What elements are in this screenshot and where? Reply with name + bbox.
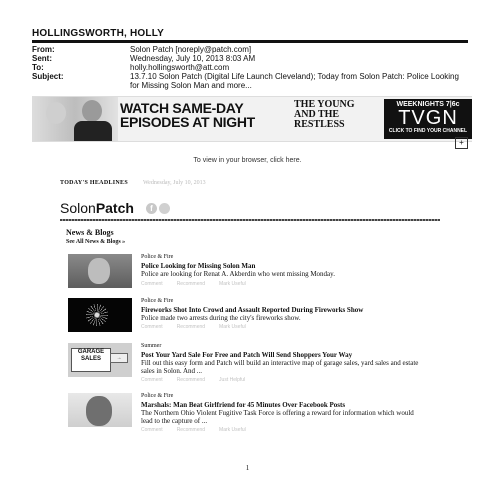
- todays-date: Wednesday, July 10, 2013: [143, 180, 206, 186]
- article-category[interactable]: Police & Fire: [141, 393, 174, 399]
- ad-schedule: WEEKNIGHTS 7|6c: [396, 101, 460, 108]
- from-label: From:: [32, 45, 55, 54]
- article-summary: Fill out this easy form and Patch will build an interactive map of garage sales, yard sales and estate sales in Solon. And ...: [141, 359, 419, 375]
- see-all-link[interactable]: See All News & Blogs »: [66, 239, 126, 245]
- facebook-icon[interactable]: f: [146, 203, 157, 214]
- article-actions: [141, 281, 260, 287]
- mailbox-owner: HOLLINGSWORTH, HOLLY: [32, 28, 164, 39]
- sent-label: Sent:: [32, 54, 52, 63]
- article-actions: [141, 324, 260, 330]
- solon-patch-logo[interactable]: SolonPatch: [60, 200, 134, 216]
- to-label: To:: [32, 63, 44, 72]
- article-summary: The Northern Ohio Violent Fugitive Task Force is offering a reward for information which would lead to the capture of ...: [141, 409, 414, 425]
- article-thumbnail[interactable]: [68, 393, 132, 427]
- garage-sale-sign: GARAGE SALES: [71, 348, 111, 372]
- recommend-link[interactable]: Recommend: [176, 427, 206, 433]
- mark-useful-link[interactable]: Mark Useful: [219, 324, 246, 330]
- from-value: Solon Patch [noreply@patch.com]: [130, 45, 252, 54]
- article-category[interactable]: Summer: [141, 343, 162, 349]
- tv-ad-banner[interactable]: [32, 96, 472, 142]
- article-thumbnail[interactable]: [68, 254, 132, 288]
- header-rule: [32, 40, 468, 43]
- comment-link[interactable]: Comment: [141, 377, 163, 383]
- subject-value: 13.7.10 Solon Patch (Digital Life Launch Cleveland); Today from Solon Patch: Police Looking for Missing Solon Man and more...: [130, 72, 459, 90]
- view-in-browser-link[interactable]: To view in your browser, click here.: [193, 157, 302, 164]
- network-box: [384, 99, 472, 139]
- page-number: 1: [245, 464, 250, 472]
- mark-useful-link[interactable]: Mark Useful: [219, 281, 246, 287]
- twitter-icon[interactable]: [159, 203, 170, 214]
- article-actions: [141, 427, 260, 433]
- actor-head: [82, 100, 102, 122]
- expand-icon[interactable]: +: [455, 137, 468, 149]
- subject-label: Subject:: [32, 72, 64, 81]
- ad-headline: WATCH SAME-DAY EPISODES AT NIGHT: [120, 100, 255, 130]
- article-headline[interactable]: Police Looking for Missing Solon Man: [141, 262, 256, 270]
- actor-suit: [74, 121, 112, 141]
- article-headline[interactable]: Post Your Yard Sale For Free and Patch Will Send Shoppers Your Way: [141, 351, 353, 359]
- article-thumbnail[interactable]: [68, 343, 132, 377]
- comment-link[interactable]: Comment: [141, 281, 163, 287]
- recommend-link[interactable]: Recommend: [176, 377, 206, 383]
- recommend-link[interactable]: Recommend: [176, 324, 206, 330]
- ad-photo: [32, 97, 118, 141]
- network-logo: TVGN: [398, 107, 458, 129]
- ad-cta[interactable]: CLICK TO FIND YOUR CHANNEL: [388, 128, 468, 134]
- article-category[interactable]: Police & Fire: [141, 298, 174, 304]
- todays-headlines-label: TODAY'S HEADLINES: [60, 180, 128, 186]
- section-divider: [60, 219, 440, 221]
- article-summary: Police made two arrests during the city's fireworks show.: [141, 314, 301, 322]
- comment-link[interactable]: Comment: [141, 427, 163, 433]
- show-logo: THE YOUNG AND THE RESTLESS: [294, 99, 355, 130]
- to-value[interactable]: holly.hollingsworth@att.com: [130, 63, 230, 72]
- article-actions: [141, 377, 259, 383]
- article-category[interactable]: Police & Fire: [141, 254, 174, 260]
- recommend-link[interactable]: Recommend: [176, 281, 206, 287]
- article-thumbnail[interactable]: [68, 298, 132, 332]
- section-title: News & Blogs: [66, 228, 114, 237]
- mark-useful-link[interactable]: Mark Useful: [219, 427, 246, 433]
- actress-head: [46, 102, 66, 124]
- sent-value: Wednesday, July 10, 2013 8:03 AM: [130, 54, 256, 63]
- article-summary: Police are looking for Renat A. Akberdin who went missing Monday.: [141, 270, 335, 278]
- article-headline[interactable]: Marshals: Man Beat Girlfriend for 45 Minutes Over Facebook Posts: [141, 401, 346, 409]
- comment-link[interactable]: Comment: [141, 324, 163, 330]
- article-headline[interactable]: Fireworks Shot Into Crowd and Assault Reported During Fireworks Show: [141, 306, 364, 314]
- just-helpful-link[interactable]: Just Helpful: [219, 377, 246, 383]
- arrow-icon: →: [110, 353, 128, 363]
